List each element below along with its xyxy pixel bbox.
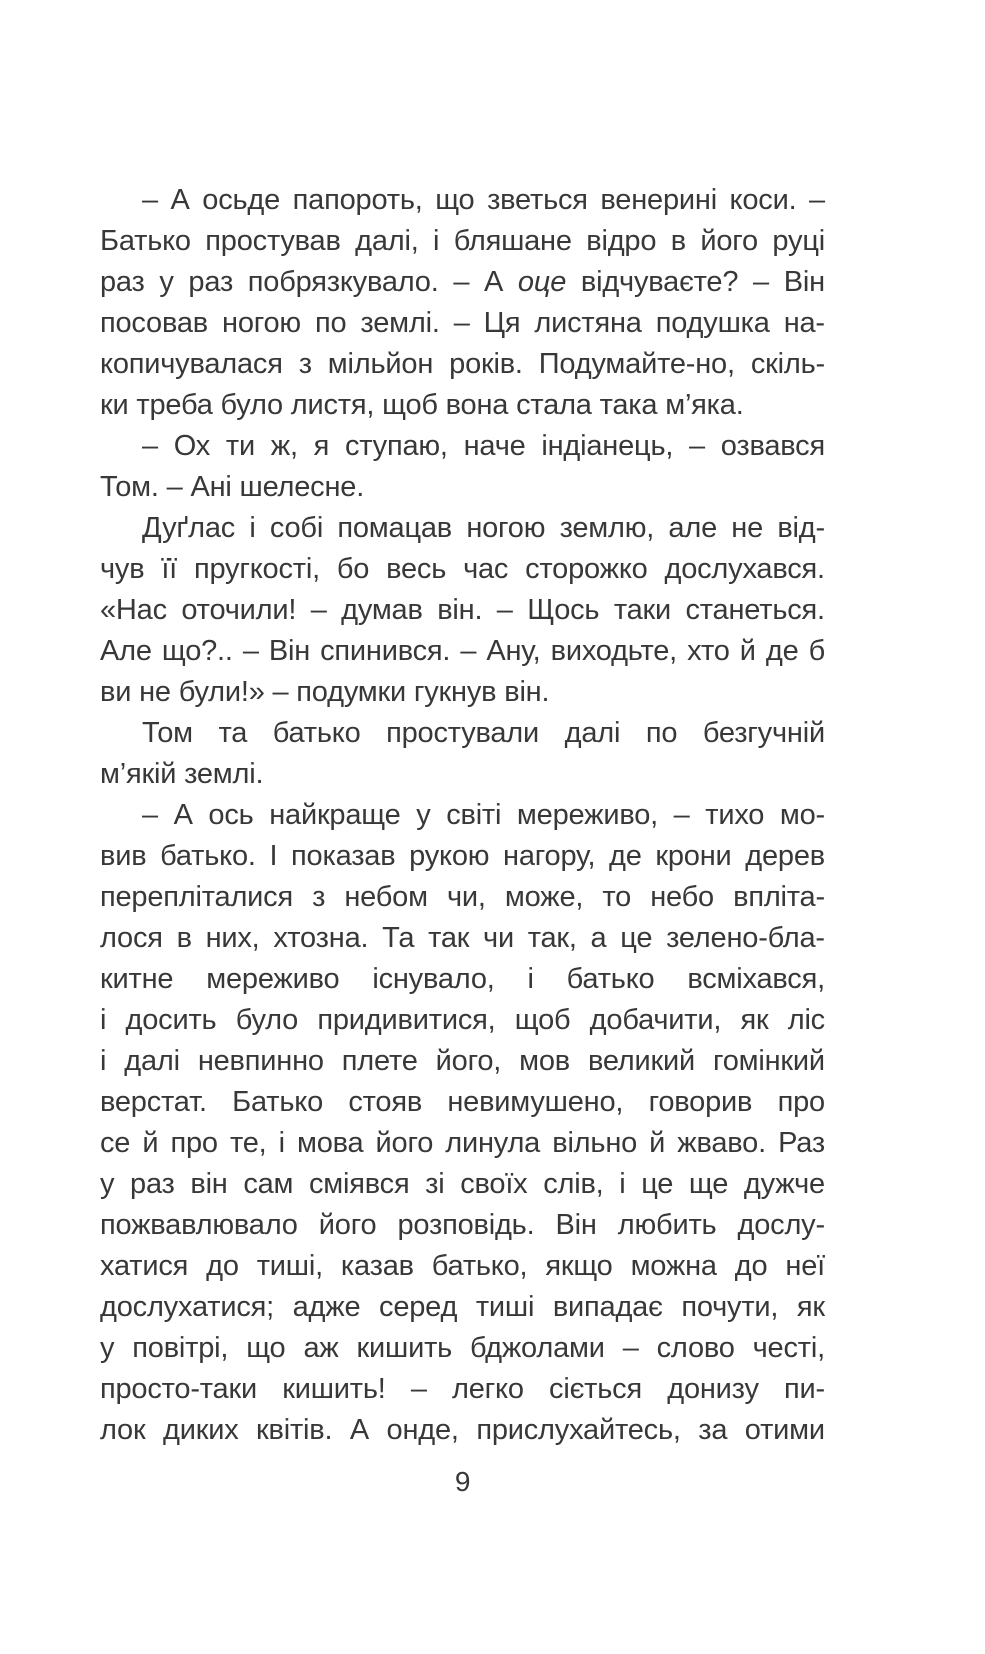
word: м’якій [100, 758, 177, 790]
word: – [142, 430, 158, 462]
word: – [272, 676, 289, 708]
word: великий [587, 1045, 695, 1077]
word: Він [555, 1209, 597, 1241]
word: ж, [270, 430, 298, 462]
word: то [602, 881, 632, 913]
word: чи [483, 922, 514, 954]
text-line [100, 1328, 825, 1369]
word: дослухатися; [100, 1291, 274, 1323]
word: дослухався. [664, 553, 825, 585]
word: батько [272, 717, 361, 749]
word: батько, [431, 1250, 528, 1282]
word: озвався [720, 430, 825, 462]
word: про [170, 1127, 218, 1159]
text-line [100, 713, 825, 754]
word: – [496, 594, 513, 626]
word: папороть, [292, 184, 423, 216]
word: його [375, 1127, 434, 1159]
word: своїх [460, 1168, 528, 1200]
word: подушка [655, 307, 770, 339]
paragraph [100, 426, 825, 508]
word: Щось [527, 594, 600, 626]
word: Ця [483, 307, 521, 339]
word: до [734, 1250, 768, 1282]
page-text [100, 180, 825, 1451]
word: гомінкий [712, 1045, 825, 1077]
text-line [100, 836, 825, 877]
word: линула [445, 1127, 541, 1159]
word: говорив [648, 1086, 753, 1118]
word: – [689, 430, 705, 462]
word: любить [617, 1209, 717, 1241]
word: – [142, 184, 158, 216]
word: лося [100, 922, 163, 954]
text-line [100, 1000, 825, 1041]
page-number: 9 [454, 1466, 471, 1497]
word: виходьте, [550, 635, 677, 667]
word: це [641, 1168, 674, 1200]
word: простували [386, 717, 540, 749]
word: – [166, 471, 183, 503]
word: впліта- [733, 881, 825, 913]
word: всміхався, [687, 963, 825, 995]
word: простував [205, 225, 341, 257]
word: сміявся [309, 1168, 410, 1200]
text-line [100, 1287, 825, 1328]
word: мільйон [327, 348, 434, 380]
word: і [619, 1168, 626, 1200]
word: у [416, 799, 431, 831]
word: – [622, 1332, 639, 1364]
word: що?.. [161, 635, 233, 667]
word: не [731, 512, 764, 544]
text-line [100, 1369, 825, 1410]
text-line [100, 1246, 825, 1287]
word: сіється [549, 1373, 642, 1405]
word: гукнув [413, 676, 497, 708]
word: землі. [184, 758, 264, 790]
word: щоб [382, 389, 438, 421]
word: просто-таки [100, 1373, 257, 1405]
word: досить [125, 1004, 217, 1036]
word: і [527, 963, 534, 995]
word: треба [136, 389, 213, 421]
word: бо [336, 553, 370, 585]
word: кишить [356, 1332, 453, 1364]
word: донизу [667, 1373, 759, 1405]
word: хтозна. [273, 922, 369, 954]
word: весь [386, 553, 447, 585]
word: що [246, 1332, 286, 1364]
word: й [739, 635, 756, 667]
word: така [599, 389, 658, 421]
word: них, [205, 922, 260, 954]
word: жваво. [677, 1127, 766, 1159]
word: те, [229, 1127, 267, 1159]
word: землю, [559, 512, 655, 544]
word: диких [162, 1414, 239, 1446]
word: пругкості, [193, 553, 320, 585]
word: – [142, 799, 158, 831]
word: Він [268, 635, 311, 667]
word: «Нас [100, 594, 167, 626]
word: мо- [779, 799, 825, 831]
word: – [673, 799, 690, 831]
word: м’яка. [665, 389, 744, 421]
text-line [100, 303, 825, 344]
word: верстат. [100, 1086, 207, 1118]
word: існувало, [372, 963, 495, 995]
word: і [100, 1045, 107, 1077]
word: безгучній [702, 717, 825, 749]
word: випадає [552, 1291, 663, 1323]
word: зелено-бла- [666, 922, 825, 954]
word: зветься [487, 184, 588, 216]
text-line [100, 959, 825, 1000]
word: – [310, 594, 327, 626]
word: у [100, 1168, 115, 1200]
word: оточили! [181, 594, 297, 626]
word: венерині [600, 184, 717, 216]
word: він. [437, 594, 483, 626]
word: китне [100, 963, 174, 995]
word: А [349, 1414, 370, 1446]
word: й [649, 1127, 666, 1159]
word: А [170, 184, 190, 216]
word: його [700, 225, 758, 257]
word: – [809, 184, 825, 216]
word: листя, [290, 389, 375, 421]
word: онде, [386, 1414, 459, 1446]
word: і [433, 225, 440, 257]
word: розповідь. [397, 1209, 535, 1241]
word: далі, [355, 225, 419, 257]
word: – [460, 635, 477, 667]
word: так [428, 922, 470, 954]
word: скіль- [750, 348, 825, 380]
word: подумки [296, 676, 407, 708]
word: перепліталися [100, 881, 293, 913]
word: – [410, 1373, 427, 1405]
word: плете [341, 1045, 418, 1077]
word: Раз [778, 1127, 825, 1159]
word: раз [130, 1168, 175, 1200]
word: – [453, 307, 470, 339]
text-line [100, 918, 825, 959]
word: таки [613, 594, 671, 626]
word: мереживо [206, 963, 340, 995]
word: її [161, 553, 178, 585]
word: він. [504, 676, 550, 708]
word: побрязкувало. [247, 266, 439, 298]
word: легко [452, 1373, 524, 1405]
word: чув [100, 553, 145, 585]
word: далі [564, 717, 621, 749]
text-line [100, 1410, 825, 1451]
word: ще [688, 1168, 729, 1200]
word: це [620, 922, 653, 954]
word: батько. [160, 840, 256, 872]
word: лок [100, 1414, 146, 1446]
word: Ані [190, 471, 232, 503]
word: чи, [447, 881, 486, 913]
word: – [753, 266, 769, 298]
word: бляшане [453, 225, 572, 257]
text-line [100, 221, 825, 262]
word: се [100, 1127, 131, 1159]
word: з [298, 348, 312, 380]
word: найкраще [269, 799, 401, 831]
word: про [777, 1086, 825, 1118]
word: добачити, [589, 1004, 722, 1036]
word: аж [303, 1332, 339, 1364]
word: рукою [409, 840, 490, 872]
text-line [100, 508, 825, 549]
word: І [269, 840, 278, 872]
word: осьде [202, 184, 281, 216]
word: нагору, [503, 840, 596, 872]
word: вив [100, 840, 147, 872]
text-line [100, 672, 825, 713]
word: слово [656, 1332, 735, 1364]
word: Він [783, 266, 825, 298]
word: а [590, 922, 607, 954]
word: невпинно [197, 1045, 324, 1077]
word: Ану, [486, 635, 541, 667]
word: невимушено, [447, 1086, 624, 1118]
text-line [100, 1164, 825, 1205]
word: спинився. [320, 635, 451, 667]
word: – [453, 266, 470, 298]
word: світі [446, 799, 502, 831]
word: мова [296, 1127, 364, 1159]
word: по [645, 717, 678, 749]
word: раз [100, 266, 145, 298]
word: ліс [787, 1004, 825, 1036]
word: почути, [681, 1291, 779, 1323]
word: якщо [545, 1250, 613, 1282]
word: небом [344, 881, 428, 913]
word: Дуґлас [142, 512, 236, 544]
word: мереживо, [516, 799, 658, 831]
word: до [206, 1250, 239, 1282]
word: думав [341, 594, 423, 626]
word: слів, [543, 1168, 604, 1200]
word: та [218, 717, 248, 749]
text-line [100, 549, 825, 590]
text-line [100, 426, 825, 467]
text-line [100, 467, 825, 508]
word: було [235, 1004, 299, 1036]
word: А [173, 799, 193, 831]
word: так, [527, 922, 577, 954]
word: в [176, 922, 192, 954]
word: і [249, 512, 256, 544]
word: придивитися, [317, 1004, 496, 1036]
word: Подумайте-но, [538, 348, 735, 380]
word: ступаю, [344, 430, 448, 462]
word: оце [517, 266, 567, 298]
word: б [808, 635, 825, 667]
text-line [100, 754, 825, 795]
text-line [100, 877, 825, 918]
word: в [670, 225, 686, 257]
word: і [278, 1127, 285, 1159]
word: листяна [534, 307, 642, 339]
paragraph [100, 795, 825, 1451]
word: землі. [360, 307, 440, 339]
text-line [100, 262, 825, 303]
word: років. [449, 348, 523, 380]
text-line [100, 1082, 825, 1123]
word: у [100, 1332, 115, 1364]
word: за [698, 1414, 728, 1446]
text-line [100, 590, 825, 631]
word: не [139, 676, 171, 708]
word: по [314, 307, 347, 339]
word: вільно [552, 1127, 638, 1159]
word: сторожко [525, 553, 648, 585]
paragraph [100, 713, 825, 795]
word: отими [744, 1414, 825, 1446]
word: далі [124, 1045, 180, 1077]
paragraph [100, 180, 825, 426]
word: хто [687, 635, 730, 667]
text-line [100, 180, 825, 221]
word: ки [100, 389, 129, 421]
word: прислухайтесь, [476, 1414, 681, 1446]
word: А [484, 266, 504, 298]
word: мов [519, 1045, 570, 1077]
word: сам [243, 1168, 294, 1200]
word: на- [783, 307, 825, 339]
word: наче [463, 430, 526, 462]
word: як [796, 1291, 825, 1323]
text-line [100, 1041, 825, 1082]
word: дерев [745, 840, 825, 872]
word: час [463, 553, 509, 585]
word: показав [291, 840, 396, 872]
word: тиші, [256, 1250, 323, 1282]
word: Але [100, 635, 152, 667]
word: були!» [178, 676, 265, 708]
word: було [220, 389, 283, 421]
word: батько [566, 963, 655, 995]
word: квітів. [256, 1414, 333, 1446]
word: Ох [173, 430, 211, 462]
word: небо [650, 881, 714, 913]
word: ногою [466, 512, 546, 544]
word: стала [516, 389, 592, 421]
word: Батько [232, 1086, 323, 1118]
word: адже [292, 1291, 361, 1323]
word: станеться. [685, 594, 825, 626]
word: можна [630, 1250, 717, 1282]
word: Батько [100, 225, 191, 257]
word: Та [382, 922, 415, 954]
word: шелесне. [239, 471, 365, 503]
paragraph [100, 508, 825, 713]
word: пи- [784, 1373, 825, 1405]
text-line [100, 1123, 825, 1164]
word: бджолами [470, 1332, 605, 1364]
word: пожвавлювало [100, 1209, 298, 1241]
text-line [100, 795, 825, 836]
word: його [318, 1209, 377, 1241]
word: повітрі, [132, 1332, 229, 1364]
word: щоб [514, 1004, 571, 1036]
word: тиші [475, 1291, 535, 1323]
word: й [142, 1127, 159, 1159]
word: він [190, 1168, 228, 1200]
word: крони [655, 840, 732, 872]
word: неї [785, 1250, 825, 1282]
word: посовав [100, 307, 209, 339]
word: копичувалася [100, 348, 283, 380]
word: собі [269, 512, 324, 544]
word: Том. [100, 471, 159, 503]
word: може, [504, 881, 584, 913]
word: ви [100, 676, 132, 708]
word: де [609, 840, 642, 872]
word: дужче [743, 1168, 825, 1200]
word: ось [208, 799, 254, 831]
text-line [100, 344, 825, 385]
word: але [668, 512, 718, 544]
word: казав [340, 1250, 414, 1282]
word: вона [445, 389, 509, 421]
word: раз [188, 266, 234, 298]
word: зі [425, 1168, 445, 1200]
word: від- [777, 512, 825, 544]
word: де [765, 635, 799, 667]
word: у [159, 266, 174, 298]
word: відро [586, 225, 657, 257]
word: його, [435, 1045, 502, 1077]
text-line [100, 1205, 825, 1246]
word: з [312, 881, 326, 913]
word: я [313, 430, 330, 462]
word: хатися [100, 1250, 189, 1282]
word: стояв [348, 1086, 423, 1118]
word: дослу- [737, 1209, 825, 1241]
word: коси. [729, 184, 797, 216]
word: як [740, 1004, 769, 1036]
text-line [100, 385, 825, 426]
word: руці [772, 225, 825, 257]
word: що [435, 184, 475, 216]
word: індіанець, [541, 430, 674, 462]
word: – [242, 635, 259, 667]
word: честі, [752, 1332, 825, 1364]
word: кишить! [282, 1373, 386, 1405]
word: ти [225, 430, 255, 462]
word: помацав [337, 512, 453, 544]
word: серед [379, 1291, 458, 1323]
text-line [100, 631, 825, 672]
word: і [100, 1004, 107, 1036]
word: Том [142, 717, 193, 749]
word: ногою [222, 307, 301, 339]
word: тихо [705, 799, 765, 831]
word: відчуваєте? [580, 266, 739, 298]
